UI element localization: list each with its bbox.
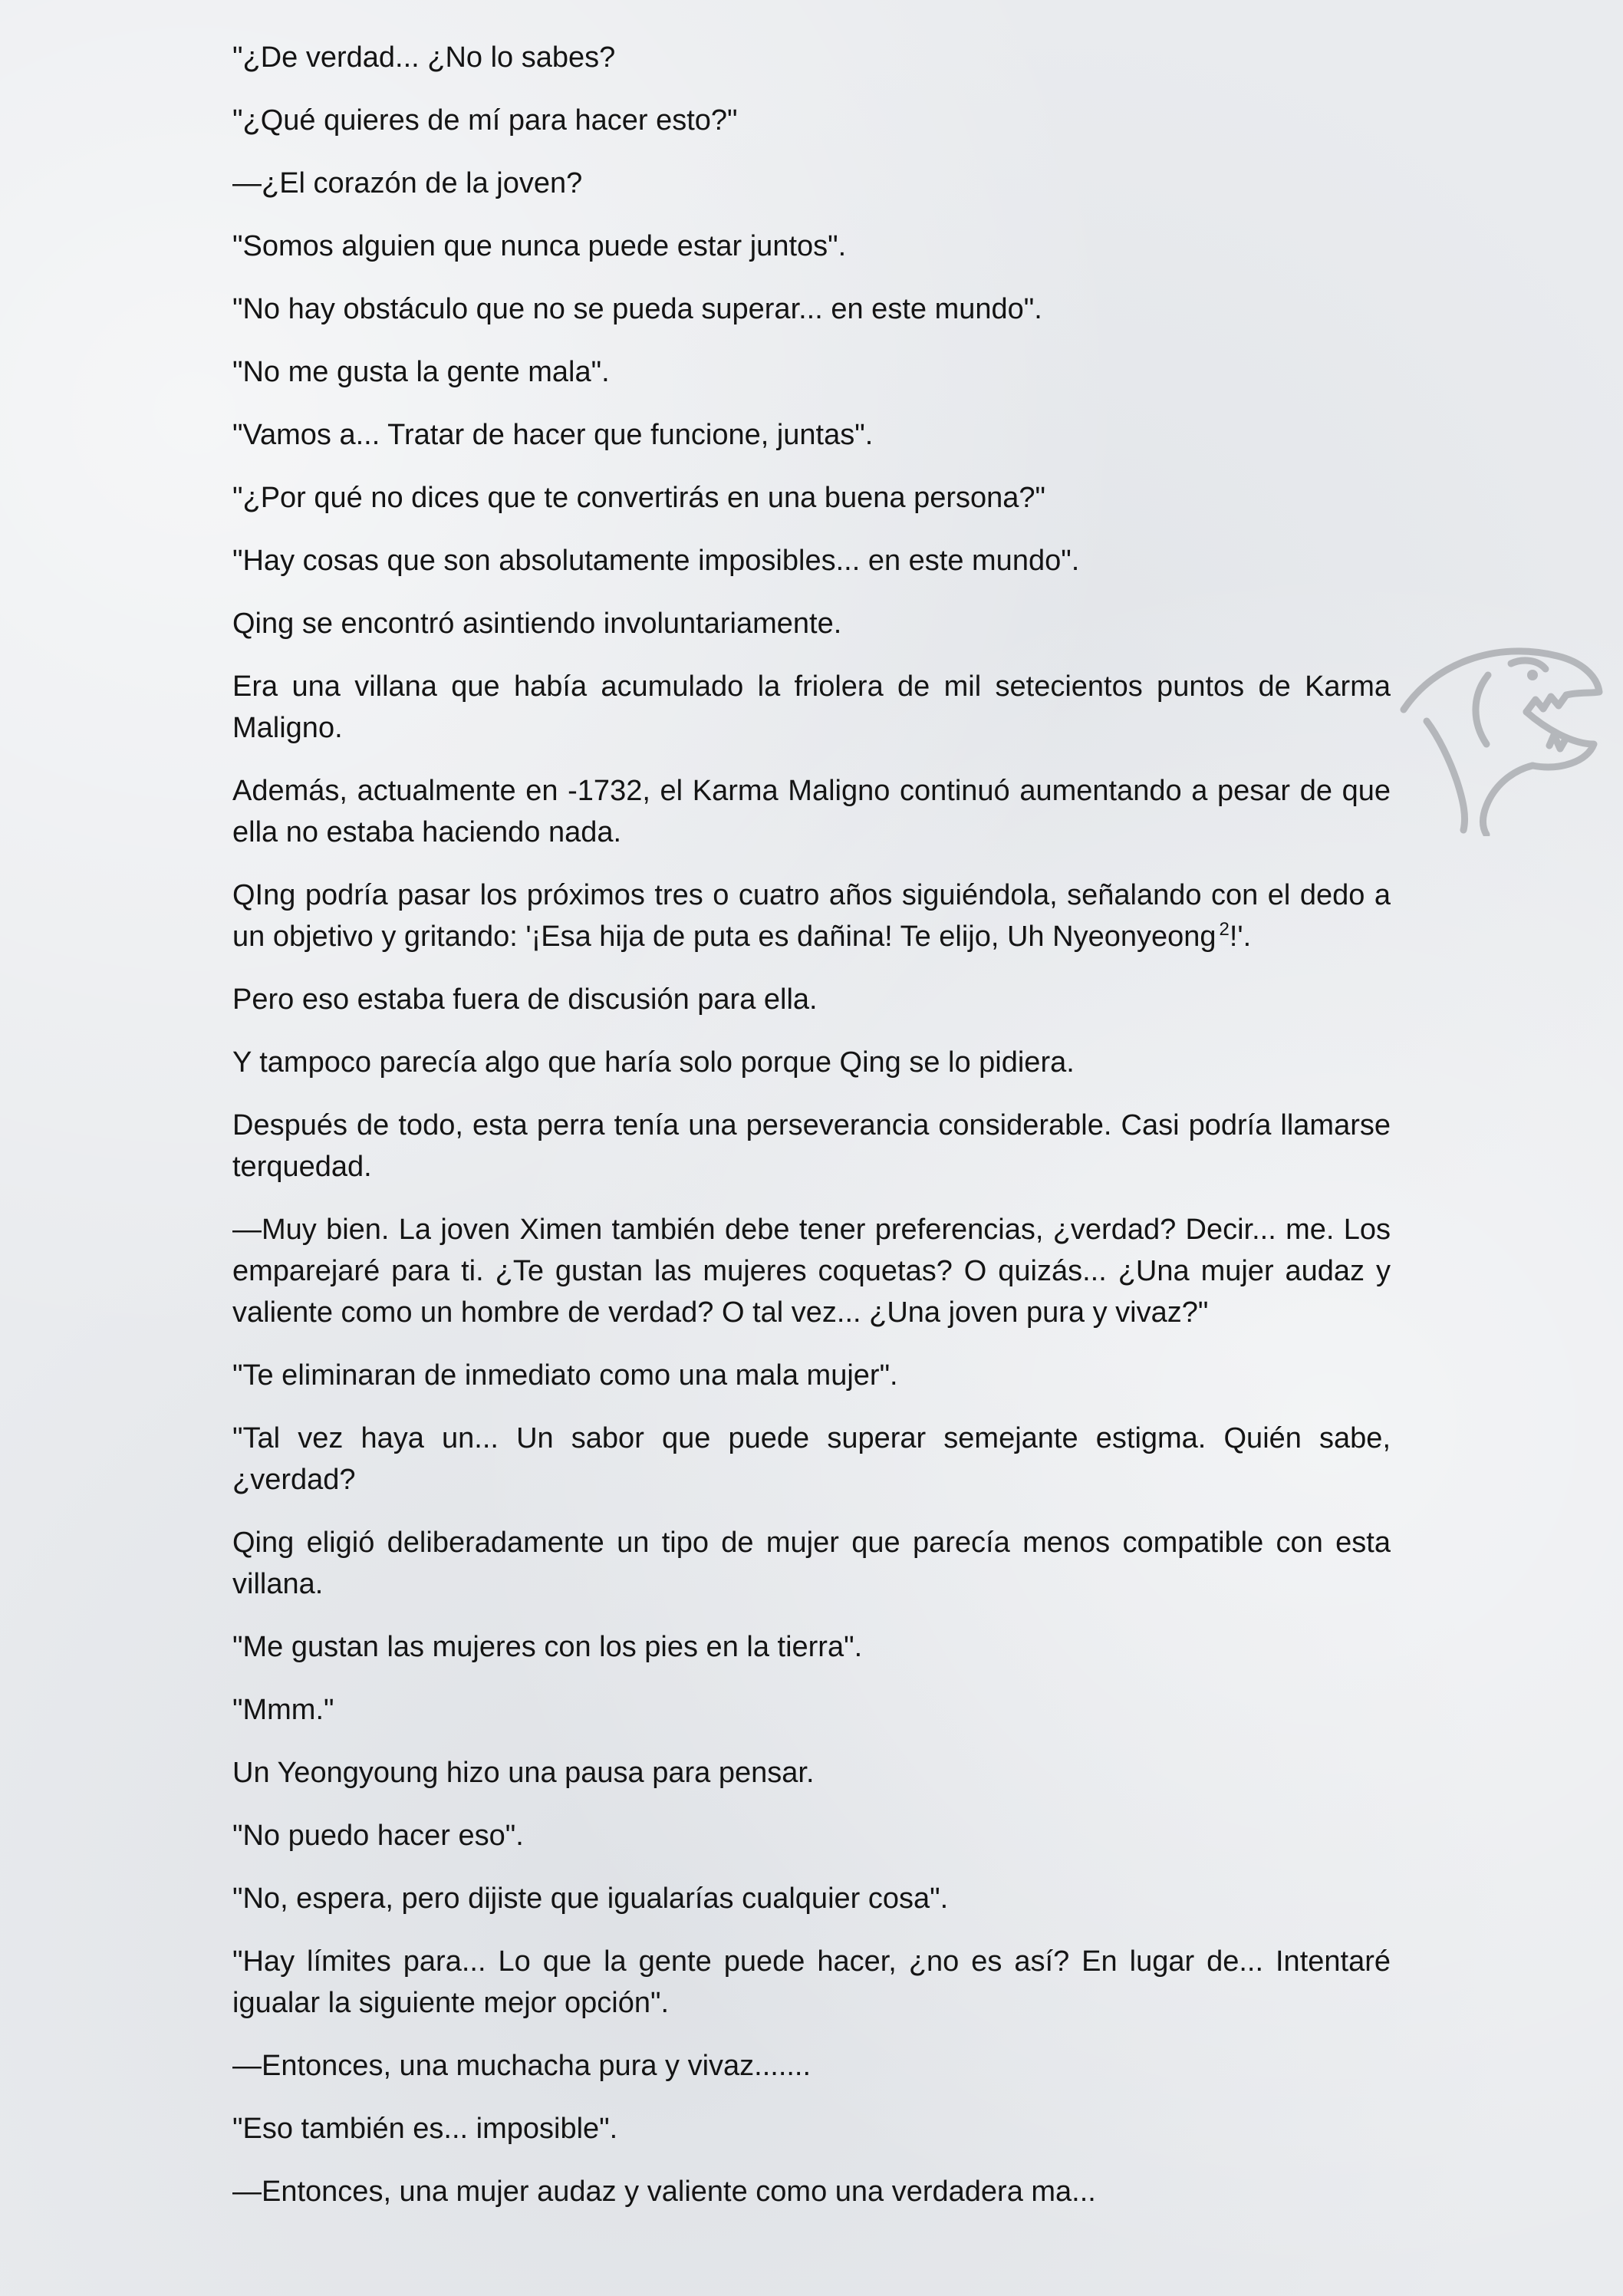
paragraph-15: Y tampoco parecía algo que haría solo porque Qing se lo pidiera. [232, 1046, 1075, 1079]
paragraph-3: —¿El corazón de la joven? [232, 167, 583, 199]
paragraph-9: "Hay cosas que son absolutamente imposibles... en este mundo". [232, 545, 1080, 577]
paragraph-4: "Somos alguien que nunca puede estar juntos". [232, 230, 847, 262]
footnote-marker[interactable]: 2 [1219, 919, 1230, 940]
dinosaur-head-icon [1396, 629, 1603, 836]
paragraph-25: "No, espera, pero dijiste que igualarías cualquier cosa". [232, 1883, 949, 1915]
paragraph-14: Pero eso estaba fuera de discusión para ella. [232, 983, 818, 1016]
paragraph-27: —Entonces, una muchacha pura y vivaz....... [232, 2050, 812, 2082]
paragraph-21: "Me gustan las mujeres con los pies en la tierra". [232, 1631, 863, 1663]
paragraph-13 [232, 875, 1391, 957]
paragraph-11: Era una villana que había acumulado la friolera de mil setecientos puntos de Karma Maligno. [232, 670, 1391, 744]
paragraph-13-text: QIng podría pasar los próximos tres o cuatro años siguiéndola, señalando con el dedo a un objetivo y gritando: '¡Esa hija de puta es dañina! Te elijo, Uh Nyeonyeong [232, 879, 1391, 953]
paragraph-16: Después de todo, esta perra tenía una perseverancia considerable. Casi podría llamarse terquedad. [232, 1109, 1391, 1183]
paragraph-8: "¿Por qué no dices que te convertirás en una buena persona?" [232, 482, 1046, 514]
paragraph-13-tail: !'. [1229, 921, 1252, 953]
paragraph-19: "Tal vez haya un... Un sabor que puede superar semejante estigma. Quién sabe, ¿verdad? [232, 1422, 1391, 1496]
paragraph-22: "Mmm." [232, 1694, 334, 1726]
paragraph-7: "Vamos a... Tratar de hacer que funcione, juntas". [232, 419, 874, 451]
paragraph-18: "Te eliminaran de inmediato como una mala mujer". [232, 1359, 898, 1392]
paragraph-5: "No hay obstáculo que no se pueda superar... en este mundo". [232, 293, 1042, 325]
paragraph-28: "Eso también es... imposible". [232, 2113, 618, 2145]
paragraph-20: Qing eligió deliberadamente un tipo de mujer que parecía menos compatible con esta villana. [232, 1527, 1391, 1600]
paragraph-12: Además, actualmente en -1732, el Karma Maligno continuó aumentando a pesar de que ella no estaba haciendo nada. [232, 775, 1391, 848]
paragraph-1: "¿De verdad... ¿No lo sabes? [232, 41, 616, 74]
paragraph-24: "No puedo hacer eso". [232, 1820, 524, 1852]
paragraph-6: "No me gusta la gente mala". [232, 356, 610, 388]
paragraph-10: Qing se encontró asintiendo involuntariamente. [232, 608, 842, 640]
paragraph-2: "¿Qué quieres de mí para hacer esto?" [232, 104, 738, 137]
paragraph-29: —Entonces, una mujer audaz y valiente como una verdadera ma... [232, 2176, 1096, 2208]
paragraph-26: "Hay límites para... Lo que la gente puede hacer, ¿no es así? En lugar de... Intentaré igualar la siguiente mejor opción". [232, 1945, 1391, 2019]
paragraph-17: —Muy bien. La joven Ximen también debe tener preferencias, ¿verdad? Decir... me. Los emparejaré para ti. ¿Te gustan las mujeres coquetas? O quizás... ¿Una mujer audaz y valiente como un hombre de verdad? O tal vez... ¿Una joven pura y vivaz?" [232, 1214, 1391, 1329]
page-body [232, 37, 1391, 2212]
paragraph-23: Un Yeongyoung hizo una pausa para pensar. [232, 1757, 815, 1789]
